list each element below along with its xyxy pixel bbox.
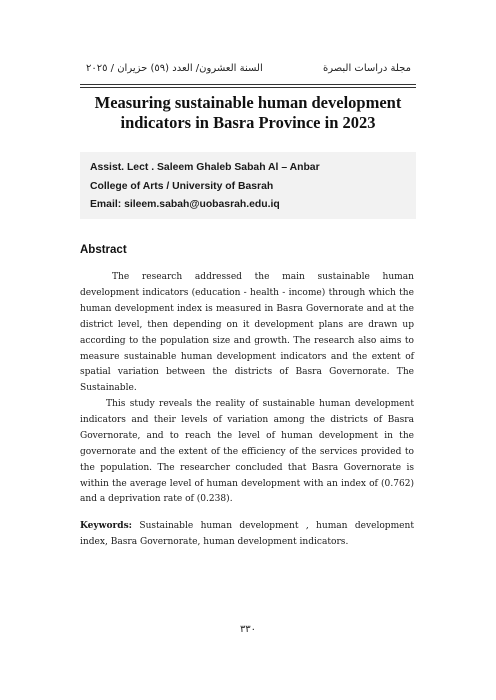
keywords-line	[80, 519, 414, 551]
author-info-box	[80, 152, 416, 219]
running-header	[86, 60, 411, 80]
author-affiliation: College of Arts / University of Basrah	[90, 181, 274, 192]
keywords-text: Sustainable human development , human development index, Basra Governorate, human development indicators.	[80, 521, 414, 547]
journal-name: مجلة دراسات البصرة	[322, 63, 411, 74]
author-name: Assist. Lect . Saleem Ghaleb Sabah Al – Anbar	[90, 162, 320, 173]
abstract-paragraph-1: The research addressed the main sustainable human development indicators (education - health - income) through which the human development index is measured in Basra Governorate and at the district level, then depending on it development plans are drawn up according to the population size and growth. The research also aims to measure sustainable human development indicators and the extent of spatial variation between the districts of Basra Governorate. The Sustainable.	[80, 272, 414, 394]
header-divider	[80, 84, 416, 88]
issue-info: السنة العشرون/ العدد (٥٩) حزيران / ٢٠٢٥	[86, 63, 263, 74]
abstract-paragraph-2: This study reveals the reality of sustainable human development indicators and their levels of variation among the districts of Basra Governorate, and to reach the level of human development in the governorate and the extent of the efficiency of the services provided to the population. The researcher concluded that Basra Governorate is within the average level of human development with an index of (0.762) and a deprivation rate of (0.238).	[80, 399, 414, 505]
keywords-label: Keywords:	[80, 521, 133, 531]
page-number: ٣٣٠	[239, 624, 257, 635]
paper-title: Measuring sustainable human development indicators in Basra Province in 2023	[94, 93, 402, 132]
author-email: Email: sileem.sabah@uobasrah.edu.iq	[90, 199, 280, 210]
abstract-heading: Abstract	[80, 244, 127, 256]
